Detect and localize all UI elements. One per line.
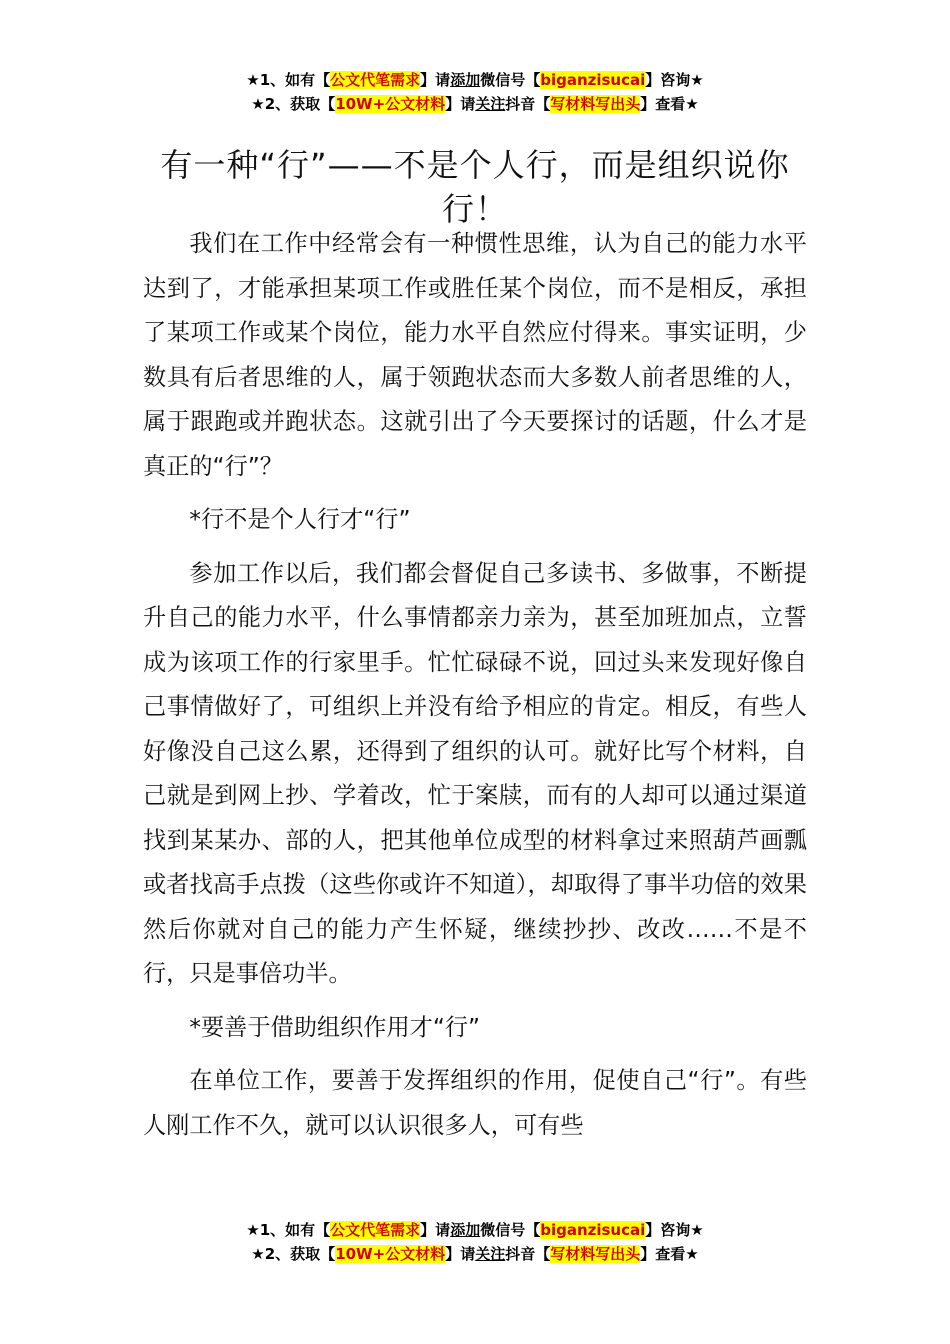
banner-line-2 xyxy=(0,92,950,116)
banner-text: 】查看★ xyxy=(640,1245,699,1263)
banner-text: ★1、如有【 xyxy=(246,1221,331,1239)
paragraph: 参加工作以后，我们都会督促自己多读书、多做事，不断提升自己的能力水平，什么事情都亲力亲为，甚至加班加点，立誓成为该项工作的行家里手。忙忙碌碌不说，回过头来发现好像自己事情做好了，可组织上并没有给予相应的肯定。相反，有些人好像没自己这么累，还得到了组织的认可。就好比写个材料，自己就是到网上抄、学着改，忙于案牍，而有的人却可以通过渠道找到某某办、部的人，把其他单位成型的材料拿过来照葫芦画瓢或者找高手点拨（这些你或许不知道），却取得了事半功倍的效果然后你就对自己的能力产生怀疑，继续抄抄、改改……不是不行，只是事倍功半。 xyxy=(143,559,807,987)
banner-text: 】请 xyxy=(420,1221,451,1239)
banner-highlight: 写材料写出头 xyxy=(550,1245,641,1263)
banner-line-1 xyxy=(0,1218,950,1242)
banner-underline: 添加 xyxy=(450,1221,481,1239)
banner-text: 】请 xyxy=(445,95,476,113)
banner-highlight: biganzisucai xyxy=(540,1221,646,1239)
banner-text: 微信号【 xyxy=(480,71,541,89)
banner-highlight: biganzisucai xyxy=(540,71,646,89)
paragraph: 我们在工作中经常会有一种惯性思维，认为自己的能力水平达到了，才能承担某项工作或胜任某个岗位，而不是相反，承担了某项工作或某个岗位，能力水平自然应付得来。事实证明，少数具有后者思维的人，属于领跑状态而大多数人前者思维的人，属于跟跑或并跑状态。这就引出了今天要探讨的话题，什么才是真正的“行”？ xyxy=(143,230,807,480)
banner-text: 】咨询★ xyxy=(645,1221,704,1239)
banner-text: 微信号【 xyxy=(480,1221,541,1239)
banner-text: 】查看★ xyxy=(640,95,699,113)
banner-text: 】请 xyxy=(445,1245,476,1263)
document-title: 有一种“行”——不是个人行，而是组织说你行！ xyxy=(160,146,790,229)
banner-text: 抖音【 xyxy=(505,1245,551,1263)
banner-highlight: 公文代笔需求 xyxy=(330,1221,421,1239)
footer-banner xyxy=(0,1218,950,1266)
banner-highlight: 10W+公文材料 xyxy=(335,1245,446,1263)
banner-text: 】请 xyxy=(420,71,451,89)
banner-line-1 xyxy=(0,68,950,92)
banner-text: ★1、如有【 xyxy=(246,71,331,89)
banner-highlight: 公文代笔需求 xyxy=(330,71,421,89)
banner-text: 】咨询★ xyxy=(645,71,704,89)
banner-highlight: 写材料写出头 xyxy=(550,95,641,113)
banner-underline: 添加 xyxy=(450,71,481,89)
section-heading: *要善于借助组织作用才“行” xyxy=(189,1013,481,1041)
banner-text: ★2、获取【 xyxy=(251,1245,336,1263)
banner-text: 抖音【 xyxy=(505,95,551,113)
document-body xyxy=(143,222,807,1157)
section-heading: *行不是个人行才“行” xyxy=(189,506,411,533)
banner-underline: 关注 xyxy=(475,95,506,113)
paragraph: 在单位工作，要善于发挥组织的作用，促使自己“行”。有些人刚工作不久，就可以认识很多人，可有些 xyxy=(143,1067,807,1139)
banner-highlight: 10W+公文材料 xyxy=(335,95,446,113)
banner-text: ★2、获取【 xyxy=(251,95,336,113)
banner-line-2 xyxy=(0,1242,950,1266)
banner-underline: 关注 xyxy=(475,1245,506,1263)
header-banner xyxy=(0,68,950,116)
